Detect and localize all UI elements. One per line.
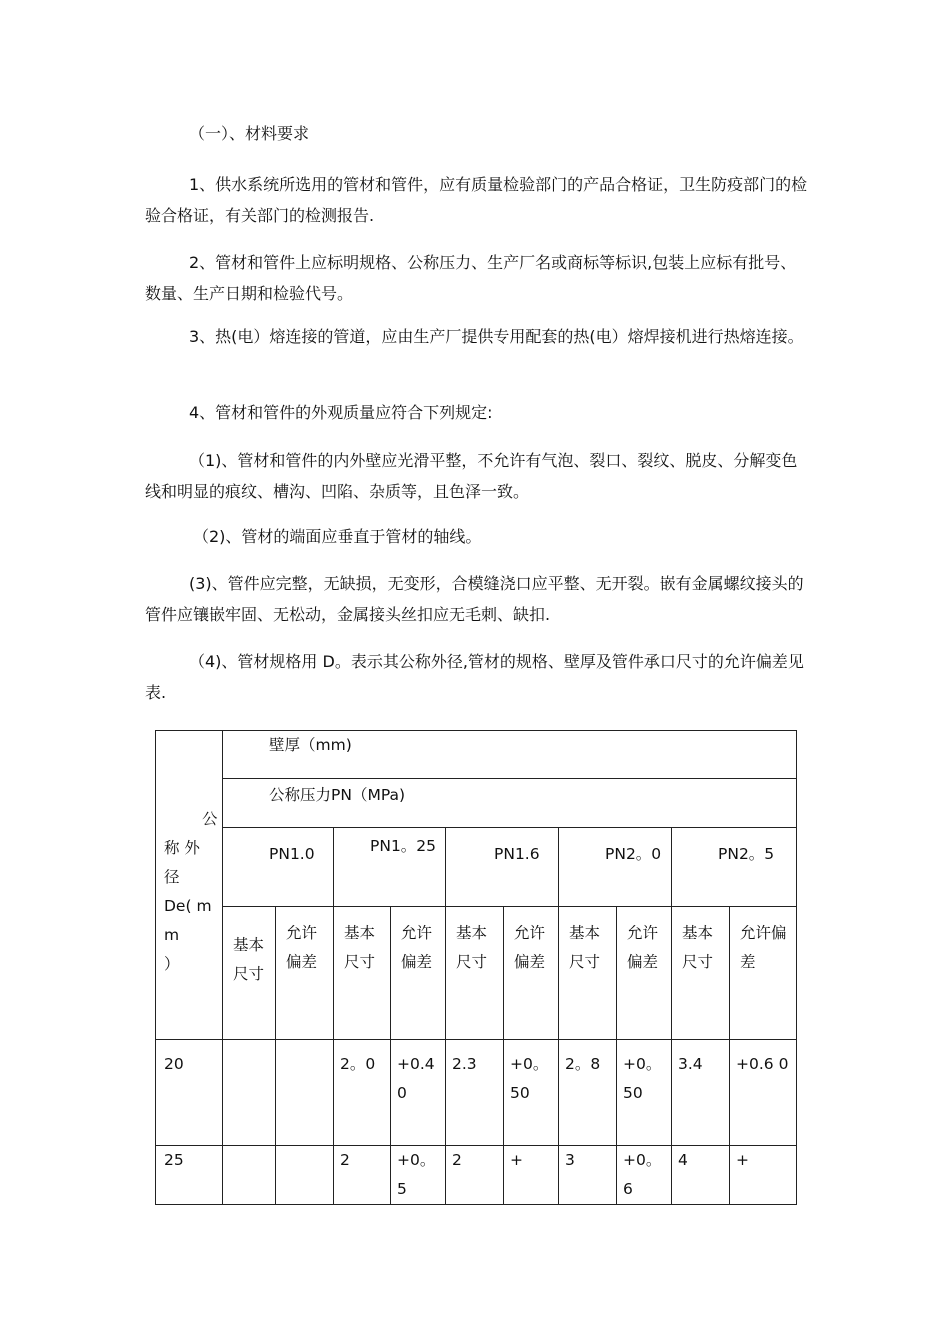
sub-header-allow: 允许偏差 — [276, 907, 334, 1040]
table-cell — [276, 1146, 334, 1205]
paragraph-5: （1)、管材和管件的内外壁应光滑平整，不允许有气泡、裂口、裂纹、脱皮、分解变色线和明显的痕纹、槽沟、凹陷、杂质等，且色泽一致。 — [145, 451, 798, 501]
de-header-line: 径 — [164, 868, 180, 886]
paragraph-6: （2)、管材的端面应垂直于管材的轴线。 — [193, 527, 482, 546]
sub-header-base: 基本尺寸 — [223, 907, 276, 1040]
table-cell: 2。0 — [334, 1040, 391, 1146]
wall-thickness-header: 壁厚（mm) — [223, 731, 797, 779]
table-cell: 2.3 — [446, 1040, 504, 1146]
sub-header-allow: 允许偏差 — [504, 907, 559, 1040]
table-cell: +0.6 0 — [730, 1040, 797, 1146]
de-header-line: 公 — [202, 810, 218, 828]
sub-header-allow: 允许偏差 — [617, 907, 672, 1040]
table-cell: 2。8 — [559, 1040, 617, 1146]
sub-header-base: 基本尺寸 — [672, 907, 730, 1040]
paragraph-3: 3、热(电）熔连接的管道，应由生产厂提供专用配套的热(电）熔焊接机进行热熔连接。 — [189, 327, 804, 346]
pn-level-header: PN2。5 — [672, 828, 797, 907]
de-header-line: 称 外 — [164, 839, 200, 857]
paragraph-4: 4、管材和管件的外观质量应符合下列规定: — [189, 403, 493, 422]
table-cell: 4 — [672, 1146, 730, 1205]
pn-level-header: PN2。0 — [559, 828, 672, 907]
pn-level-header: PN1。25 — [334, 828, 446, 907]
table-cell — [276, 1040, 334, 1146]
table-cell: + — [730, 1146, 797, 1205]
paragraph-2: 2、管材和管件上应标明规格、公称压力、生产厂名或商标等标识,包装上应标有批号、数量、生产日期和检验代号。 — [145, 253, 797, 303]
pn-level-header: PN1.6 — [446, 828, 559, 907]
table-cell: +0。6 — [617, 1146, 672, 1205]
sub-header-base: 基本尺寸 — [446, 907, 504, 1040]
paragraph-8: （4)、管材规格用 D。表示其公称外径,管材的规格、壁厚及管件承口尺寸的允许偏差见表. — [145, 652, 804, 702]
section-heading: （一）、材料要求 — [189, 124, 310, 143]
paragraph-1: 1、供水系统所选用的管材和管件，应有质量检验部门的产品合格证，卫生防疫部门的检验合格证，有关部门的检测报告. — [145, 175, 808, 225]
pn-level-header: PN1.0 — [223, 828, 334, 907]
table-cell: + — [504, 1146, 559, 1205]
table-cell: 2 — [334, 1146, 391, 1205]
table-cell: 3 — [559, 1146, 617, 1205]
de-value-cell: 25 — [156, 1146, 223, 1205]
table-row — [156, 1146, 797, 1205]
de-header-cell — [156, 731, 223, 1040]
table-cell: 3.4 — [672, 1040, 730, 1146]
table-cell: +0。50 — [617, 1040, 672, 1146]
de-header-line: ） — [164, 955, 180, 973]
table-cell: +0.4 0 — [391, 1040, 446, 1146]
table-cell: +0。50 — [504, 1040, 559, 1146]
de-value-cell: 20 — [156, 1040, 223, 1146]
nominal-pressure-header: 公称压力PN（MPa) — [223, 779, 797, 828]
sub-header-base: 基本尺寸 — [559, 907, 617, 1040]
paragraph-7: (3)、管件应完整，无缺损，无变形，合模缝浇口应平整、无开裂。嵌有金属螺纹接头的管件应镶嵌牢固、无松动，金属接头丝扣应无毛刺、缺扣. — [145, 574, 804, 624]
table-row — [156, 1040, 797, 1146]
sub-header-allow: 允许偏差 — [730, 907, 797, 1040]
pipe-spec-table — [155, 730, 797, 1205]
table-cell — [223, 1040, 276, 1146]
sub-header-allow: 允许偏差 — [391, 907, 446, 1040]
table-cell — [223, 1146, 276, 1205]
table-cell: 2 — [446, 1146, 504, 1205]
de-header-line: De( mm — [164, 897, 212, 944]
sub-header-base: 基本尺寸 — [334, 907, 391, 1040]
table-cell: +0。5 — [391, 1146, 446, 1205]
